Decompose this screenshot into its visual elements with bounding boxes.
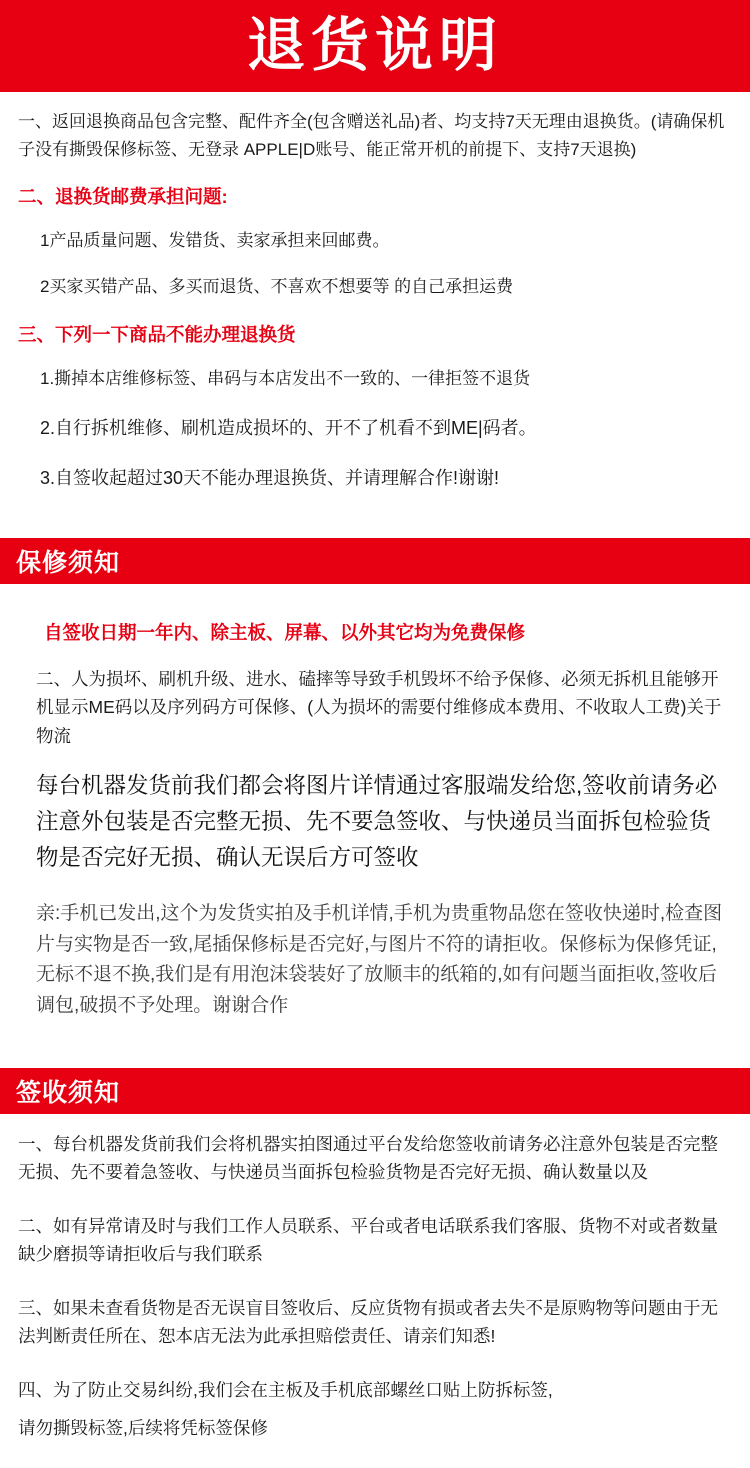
shipping-heading: 二、退换货邮费承担问题: bbox=[18, 186, 228, 208]
nonreturn-item: 2.自行拆机维修、刷机造成损坏的、开不了机看不到ME|码者。 bbox=[40, 417, 537, 438]
nonreturn-item: 3.自签收起超过30天不能办理退换货、并请理解合作!谢谢! bbox=[40, 467, 500, 488]
page-title: 退货说明 bbox=[246, 13, 503, 78]
nonreturn-item: 1.撕掉本店维修标签、串码与本店发出不一致的、一律拒签不退货 bbox=[40, 368, 531, 388]
shipping-item: 1产品质量问题、发错货、卖家承担来回邮费。 bbox=[40, 230, 390, 250]
warranty-section-header bbox=[0, 538, 750, 584]
warranty-emphasis: 每台机器发货前我们都会将图片详情通过客服端发给您,签收前请务必注意外包装是否完整无损、先不要急签收、与快递员当面拆包检验货物是否完好无损、确认无误后方可签收 bbox=[36, 772, 718, 871]
receive-section bbox=[0, 1114, 750, 1468]
warranty-section-title: 保修须知 bbox=[16, 549, 121, 578]
receive-section-title: 签收须知 bbox=[16, 1078, 121, 1107]
return-policy-lead: 一、返回退换商品包含完整、配件齐全(包含赠送礼品)者、均支持7天无理由退换货。(请确保机子没有撕毁保修标签、无登录 APPLE|D账号、能正常开机的前提下、支持7天退换) bbox=[18, 112, 725, 160]
return-policy-section bbox=[0, 92, 750, 520]
shipping-item: 2买家买错产品、多买而退货、不喜欢不想要等 的自己承担运费 bbox=[40, 276, 514, 296]
receive-item: 一、每台机器发货前我们会将机器实拍图通过平台发给您签收前请务必注意外包装是否完整无损、先不要着急签收、与快递员当面拆包检验货物是否完好无损、确认数量以及 bbox=[18, 1133, 718, 1182]
warranty-section bbox=[0, 584, 750, 1050]
receive-item: 四、为了防止交易纠纷,我们会在主板及手机底部螺丝口贴上防拆标签, bbox=[18, 1379, 553, 1400]
receive-item: 请勿撕毁标签,后续将凭标签保修 bbox=[18, 1417, 268, 1438]
receive-section-header bbox=[0, 1068, 750, 1114]
receive-item: 三、如果未查看货物是否无误盲目签收后、反应货物有损或者去失不是原购物等问题由于无法判断责任所在、恕本店无法为此承担赔偿责任、请亲们知悉! bbox=[18, 1297, 718, 1346]
warranty-body: 二、人为损坏、刷机升级、进水、磕摔等导致手机毁坏不给予保修、必须无拆机且能够开机显示ME码以及序列码方可保修、(人为损坏的需要付维修成本费用、不收取人工费)关于物流 bbox=[36, 669, 722, 746]
receive-item: 二、如有异常请及时与我们工作人员联系、平台或者电话联系我们客服、货物不对或者数量缺少磨损等请拒收后与我们联系 bbox=[18, 1215, 718, 1264]
page-banner bbox=[0, 0, 750, 92]
warranty-highlight: 自签收日期一年内、除主板、屏幕、以外其它均为免费保修 bbox=[44, 621, 526, 643]
nonreturn-heading: 三、下列一下商品不能办理退换货 bbox=[18, 323, 296, 345]
warranty-note: 亲:手机已发出,这个为发货实拍及手机详情,手机为贵重物品您在签收快递时,检查图片与实物是否一致,尾插保修标是否完好,与图片不符的请拒收。保修标为保修凭证,无标不退不换,我们是有用泡沫袋装好了放顺丰的纸箱的,如有问题当面拒收,签收后调包,破损不予处理。谢谢合作 bbox=[36, 903, 723, 1016]
